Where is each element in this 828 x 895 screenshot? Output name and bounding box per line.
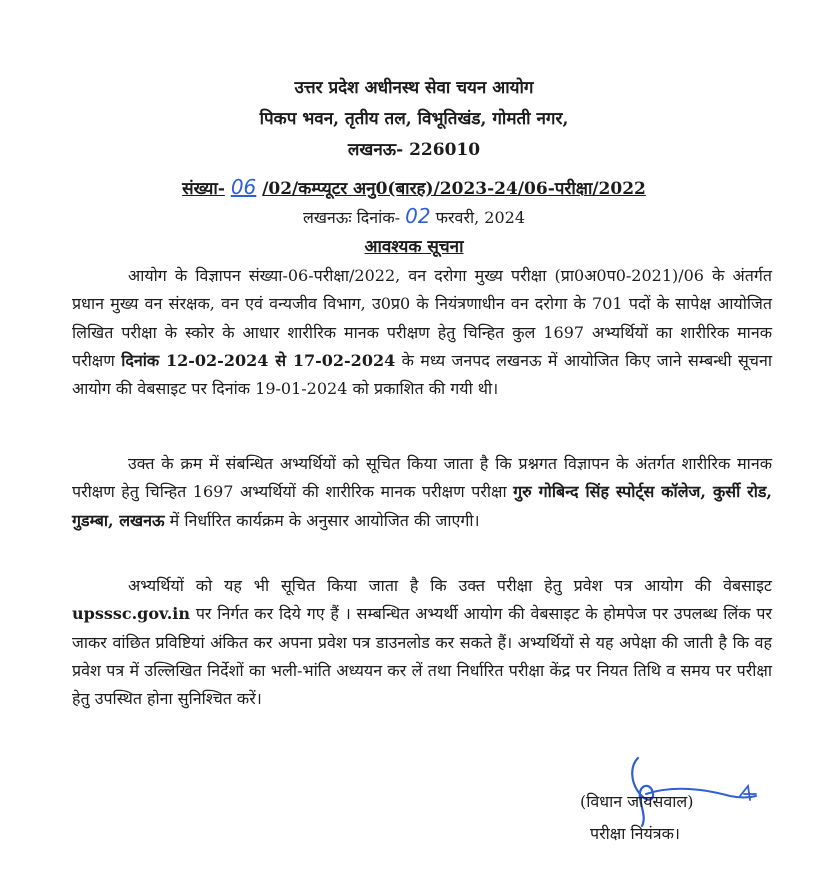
signatory-name: (विधान जायसवाल)	[580, 792, 694, 811]
org-name: उत्तर प्रदेश अधीनस्थ सेवा चयन आयोग	[294, 78, 534, 98]
date-prefix: लखनऊः दिनांक-	[302, 208, 401, 227]
paragraph-3	[72, 572, 772, 713]
date-rest: फरवरी, 2024	[435, 208, 526, 227]
paragraph-3-website: upsssc.gov.in	[72, 604, 190, 624]
org-city: लखनऊ- 226010	[347, 140, 481, 160]
paragraph-2-text-a: उक्त के क्रम में संबन्धित अभ्यर्थियों को सूचित किया जाता है कि प्रश्नगत विज्ञापन के अंतर्गत शारीरिक मानक परीक्षण हेतु चिन्हित 1697 अभ्यर्थियों की शारीरिक मानक परीक्षण परीक्षा	[72, 454, 772, 502]
notice-title: आवश्यक सूचना	[364, 237, 464, 257]
signatory-title: परीक्षा नियंत्रक।	[590, 824, 680, 843]
date-line	[0, 204, 828, 228]
paragraph-1-text-b: के मध्य जनपद लखनऊ में आयोजित किए जाने सम्बन्धी सूचना आयोग की वेबसाइट पर दिनांक 19-01-2024 को प्रकाशित की गयी थी।	[72, 350, 772, 399]
handwritten-date-day: 02	[405, 204, 431, 228]
paragraph-1-dates: दिनांक 12-02-2024 से 17-02-2024	[121, 350, 396, 370]
paragraph-3-text-a: अभ्यर्थियों को यह भी सूचित किया जाता है कि उक्त परीक्षा हेतु प्रवेश पत्र आयोग की वेबसाइट	[128, 576, 772, 595]
reference-prefix: संख्या-	[182, 179, 225, 199]
reference-number	[0, 175, 828, 199]
paragraph-3-text-b: पर निर्गत कर दिये गए हैं । सम्बन्धित अभ्यर्थी आयोग की वेबसाइट के होमपेज पर उपलब्ध लिंक पर जाकर वांछित प्रविष्टियां अंकित कर अपना प्रवेश पत्र डाउनलोड कर सकते हैं। अभ्यर्थियों से यह अपेक्षा की जाती है कि वह प्रवेश पत्र में उल्लिखित निर्देशों का भली-भांति अध्ययन कर लें तथा निर्धारित परीक्षा केंद्र पर नियत तिथि व समय पर परीक्षा हेतु उपस्थित होना सुनिश्चित करें।	[72, 604, 772, 709]
paragraph-2-text-b: में निर्धारित कार्यक्रम के अनुसार आयोजित की जाएगी।	[169, 510, 480, 530]
handwritten-reference-no: 06	[230, 175, 257, 199]
org-address: पिकप भवन, तृतीय तल, विभूतिखंड, गोमती नगर,	[259, 109, 569, 129]
paragraph-1-text-a: आयोग के विज्ञापन संख्या-06-परीक्षा/2022, वन दरोगा मुख्य परीक्षा (प्रा0अ0प0-2021)/06 के अंतर्गत प्रधान मुख्य वन संरक्षक, वन एवं वन्यजीव विभाग, उ0प्र0 के नियंत्रणाधीन वन दरोगा के 701 पदों के सापेक्ष आयोजित लिखित परीक्षा के स्कोर के आधार शारीरिक मानक परीक्षण हेतु चिन्हित कुल 1697 अभ्यर्थियों का शारीरिक मानक परीक्षण	[72, 266, 772, 370]
paragraph-2	[72, 450, 772, 535]
paragraph-1	[72, 262, 772, 403]
paragraph-2-venue: गुरु गोबिन्द सिंह स्पोर्ट्स कॉलेज, कुर्सी रोड, गुडम्बा, लखनऊ	[72, 482, 773, 530]
reference-rest: /02/कम्प्यूटर अनु0(बारह)/2023-24/06-परीक्षा/2022	[262, 179, 646, 199]
